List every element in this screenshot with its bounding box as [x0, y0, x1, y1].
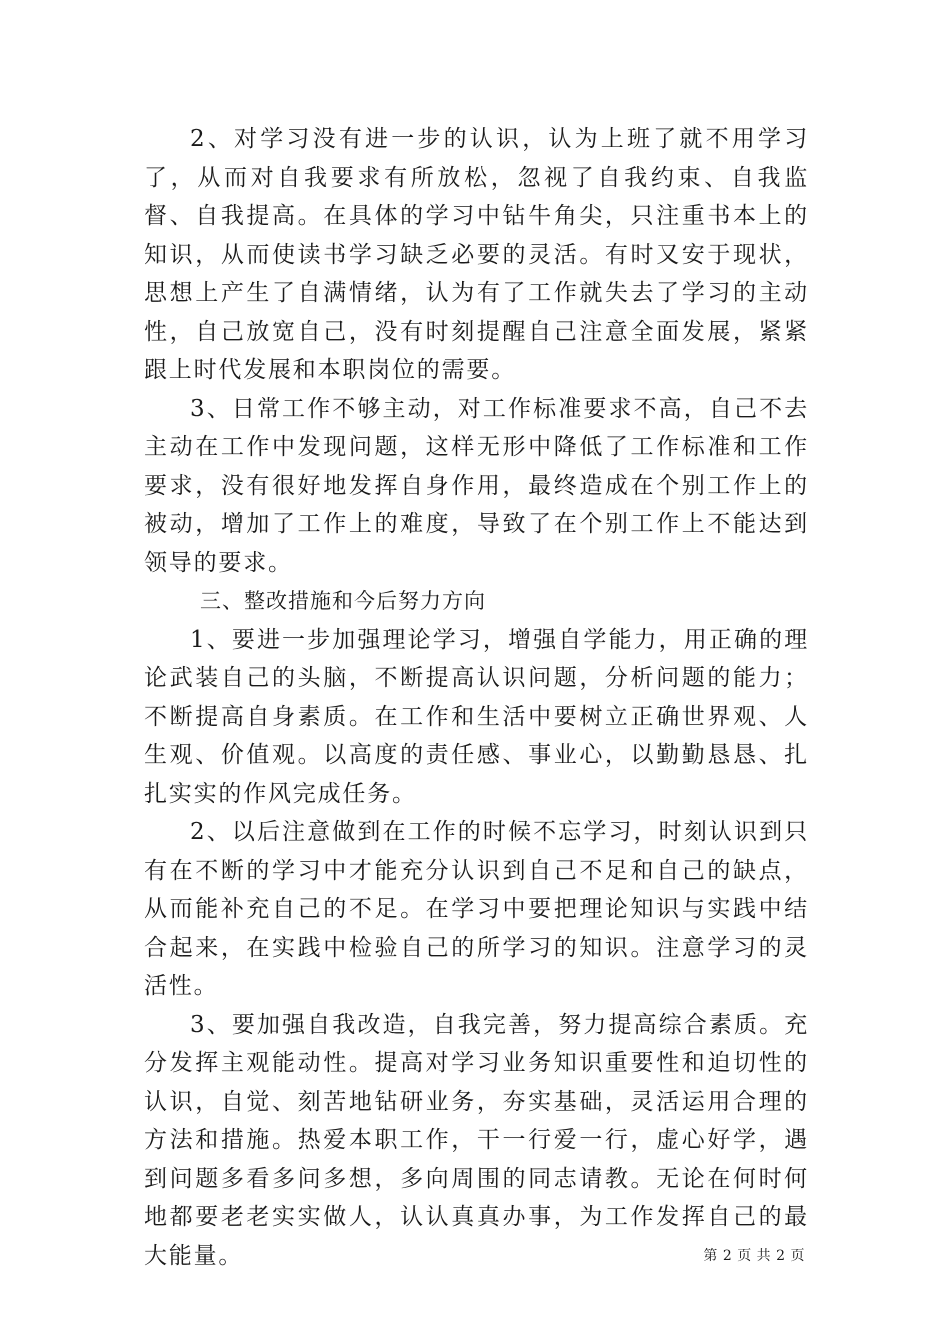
paragraph-measure-3: 3、要加强自我改造，自我完善，努力提高综合素质。充分发挥主观能动性。提高对学习业务知识重要性和迫切性的认识，自觉、刻苦地钻研业务，夯实基础，灵活运用合理的方法和措施。热爱本职工作，干一行爱一行，虚心好学，遇到问题多看多问多想，多向周围的同志请教。无论在何时何地都要老老实实做人，认认真真办事，为工作发挥自己的最大能量。 — [144, 1011, 809, 1269]
page-number-footer: 第 2 页 共 2 页 — [703, 1248, 805, 1264]
paragraph-problem-3: 3、日常工作不够主动，对工作标准要求不高，自己不去主动在工作中发现问题，这样无形中降低了工作标准和工作要求，没有很好地发挥自身作用，最终造成在个别工作上的被动，增加了工作上的难度，导致了在个别工作上不能达到领导的要求。 — [144, 395, 809, 576]
section-heading: 三、整改措施和今后努力方向 — [200, 589, 486, 613]
paragraph-problem-2: 2、对学习没有进一步的认识，认为上班了就不用学习了，从而对自我要求有所放松，忽视了自我约束、自我监督、自我提高。在具体的学习中钻牛角尖，只注重书本上的知识，从而使读书学习缺乏必要的灵活。有时又安于现状，思想上产生了自满情绪，认为有了工作就失去了学习的主动性，自己放宽自己，没有时刻提醒自己注意全面发展，紧紧跟上时代发展和本职岗位的需要。 — [144, 126, 809, 383]
paragraph-measure-1: 1、要进一步加强理论学习，增强自学能力，用正确的理论武装自己的头脑，不断提高认识问题，分析问题的能力；不断提高自身素质。在工作和生活中要树立正确世界观、人生观、价值观。以高度的责任感、事业心，以勤勤恳恳、扎扎实实的作风完成任务。 — [144, 626, 809, 807]
document-body — [144, 120, 809, 1275]
paragraph-measure-2: 2、以后注意做到在工作的时候不忘学习，时刻认识到只有在不断的学习中才能充分认识到自己不足和自己的缺点，从而能补充自己的不足。在学习中要把理论知识与实践中结合起来，在实践中检验自己的所学习的知识。注意学习的灵活性。 — [144, 819, 809, 999]
